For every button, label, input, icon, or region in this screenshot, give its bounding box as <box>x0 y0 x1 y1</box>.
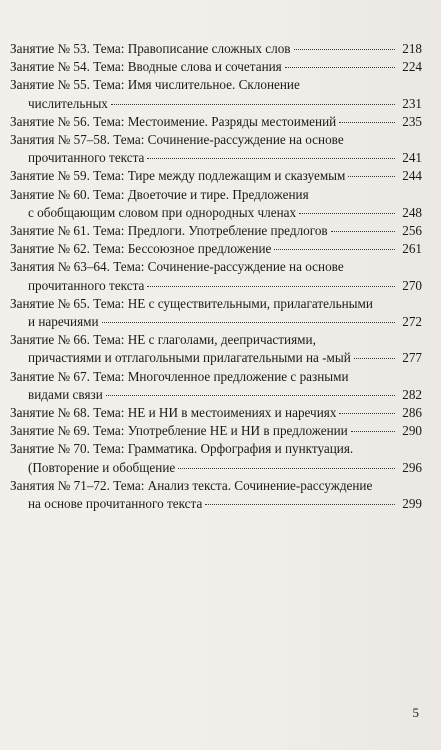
toc-entry-line <box>10 331 422 349</box>
dot-leader <box>147 157 395 159</box>
toc-page-number: 282 <box>402 386 422 402</box>
table-of-contents <box>10 40 422 513</box>
toc-entry-line <box>10 295 422 313</box>
toc-entry-line <box>10 167 422 185</box>
toc-page-number: 261 <box>402 241 422 257</box>
toc-entry-line <box>10 440 422 458</box>
toc-entry-title: с обобщающим словом при однородных членах <box>28 204 297 220</box>
toc-entry <box>10 58 422 76</box>
dot-leader <box>351 430 395 432</box>
toc-entry <box>10 167 422 185</box>
toc-entry-title: видами связи <box>28 386 103 402</box>
dot-leader <box>178 467 395 469</box>
toc-entry-title: Занятия № 57–58. Тема: Сочинение-рассуждение на основе <box>10 132 344 148</box>
toc-entry-line <box>10 149 422 167</box>
toc-entry-title: Занятие № 61. Тема: Предлоги. Употребление предлогов <box>10 223 328 239</box>
toc-entry-title: числительных <box>28 95 108 111</box>
toc-entry-title: Занятие № 66. Тема: НЕ с глаголами, деепричастиями, <box>10 332 316 348</box>
toc-entry-line <box>10 58 422 76</box>
toc-entry-title: Занятие № 69. Тема: Употребление НЕ и НИ в предложении <box>10 423 348 439</box>
toc-entry-line <box>10 495 422 513</box>
toc-page-number: 299 <box>402 496 422 512</box>
toc-entry-line <box>10 40 422 58</box>
dot-leader <box>102 321 395 323</box>
toc-page-number: 248 <box>402 204 422 220</box>
toc-entry-title: и наречиями <box>28 314 99 330</box>
toc-entry-title: Занятие № 67. Тема: Многочленное предложение с разными <box>10 368 349 384</box>
toc-entry-title: причастиями и отглагольными прилагательными на -мый <box>28 350 351 366</box>
dot-leader <box>339 412 395 414</box>
toc-page-number: 270 <box>402 277 422 293</box>
dot-leader <box>354 357 395 359</box>
toc-entry-title: (Повторение и обобщение <box>28 459 176 475</box>
toc-page-number: 272 <box>402 314 422 330</box>
toc-entry-line <box>10 277 422 295</box>
toc-entry <box>10 404 422 422</box>
toc-entry-line <box>10 204 422 222</box>
toc-entry <box>10 222 422 240</box>
toc-entry <box>10 186 422 222</box>
toc-entry <box>10 76 422 112</box>
toc-entry <box>10 331 422 367</box>
toc-entry <box>10 113 422 131</box>
dot-leader <box>111 103 395 105</box>
toc-page-number: 290 <box>402 423 422 439</box>
dot-leader <box>348 175 395 177</box>
toc-entry-title: Занятие № 62. Тема: Бессоюзное предложение <box>10 241 272 257</box>
toc-entry-title: Занятие № 60. Тема: Двоеточие и тире. Предложения <box>10 186 309 202</box>
toc-entry-line <box>10 477 422 495</box>
toc-entry <box>10 240 422 258</box>
toc-entry-line <box>10 258 422 276</box>
page-number: 5 <box>412 705 419 720</box>
toc-entry-line <box>10 240 422 258</box>
toc-entry-line <box>10 313 422 331</box>
toc-page-number: 286 <box>402 405 422 421</box>
toc-entry-line <box>10 76 422 94</box>
toc-entry-title: Занятие № 53. Тема: Правописание сложных слов <box>10 41 291 56</box>
toc-entry <box>10 440 422 476</box>
toc-entry-title: Занятие № 54. Тема: Вводные слова и сочетания <box>10 59 282 75</box>
toc-entry-line <box>10 113 422 131</box>
toc-page-number: 277 <box>402 350 422 366</box>
toc-page-number: 235 <box>402 113 422 129</box>
toc-entry-line <box>10 186 422 204</box>
toc-entry-title: прочитанного текста <box>28 277 145 293</box>
toc-page-number: 244 <box>402 168 422 184</box>
toc-entry-title: Занятие № 68. Тема: НЕ и НИ в местоимениях и наречиях <box>10 405 337 421</box>
dot-leader <box>339 121 395 123</box>
toc-entry <box>10 477 422 513</box>
toc-page-number: 231 <box>402 95 422 111</box>
toc-entry-title: Занятие № 56. Тема: Местоимение. Разряды местоимений <box>10 113 337 129</box>
toc-entry-line <box>10 422 422 440</box>
toc-page-number: 224 <box>402 59 422 75</box>
dot-leader <box>285 66 395 68</box>
toc-entry-line <box>10 368 422 386</box>
toc-entry-line <box>10 95 422 113</box>
toc-entry-title: Занятие № 70. Тема: Грамматика. Орфография и пунктуация. <box>10 441 354 457</box>
toc-entry-title: Занятие № 55. Тема: Имя числительное. Склонение <box>10 77 300 93</box>
toc-entry-line <box>10 404 422 422</box>
dot-leader <box>106 394 395 396</box>
toc-page-number: 241 <box>402 150 422 166</box>
toc-entry-line <box>10 131 422 149</box>
toc-entry <box>10 131 422 167</box>
toc-entry-title: Занятие № 59. Тема: Тире между подлежащим и сказуемым <box>10 168 346 184</box>
toc-entry-title: на основе прочитанного текста <box>28 496 203 512</box>
toc-entry-title: Занятия № 71–72. Тема: Анализ текста. Сочинение-рассуждение <box>10 477 373 493</box>
toc-entry-line <box>10 222 422 240</box>
toc-page-number: 256 <box>402 223 422 239</box>
toc-entry-line <box>10 349 422 367</box>
toc-entry-line <box>10 459 422 477</box>
toc-page-number: 296 <box>402 459 422 475</box>
toc-entry <box>10 422 422 440</box>
dot-leader <box>147 285 395 287</box>
dot-leader <box>331 230 395 232</box>
dot-leader <box>294 48 395 50</box>
dot-leader <box>205 503 395 505</box>
dot-leader <box>299 212 395 214</box>
toc-entry <box>10 40 422 58</box>
toc-entry-title: Занятия № 63–64. Тема: Сочинение-рассуждение на основе <box>10 259 344 275</box>
toc-entry <box>10 368 422 404</box>
dot-leader <box>274 248 395 250</box>
toc-page-number: 218 <box>402 41 422 56</box>
toc-entry <box>10 295 422 331</box>
toc-entry <box>10 258 422 294</box>
toc-entry-title: прочитанного текста <box>28 150 145 166</box>
toc-entry-title: Занятие № 65. Тема: НЕ с существительными, прилагательными <box>10 295 373 311</box>
toc-entry-line <box>10 386 422 404</box>
